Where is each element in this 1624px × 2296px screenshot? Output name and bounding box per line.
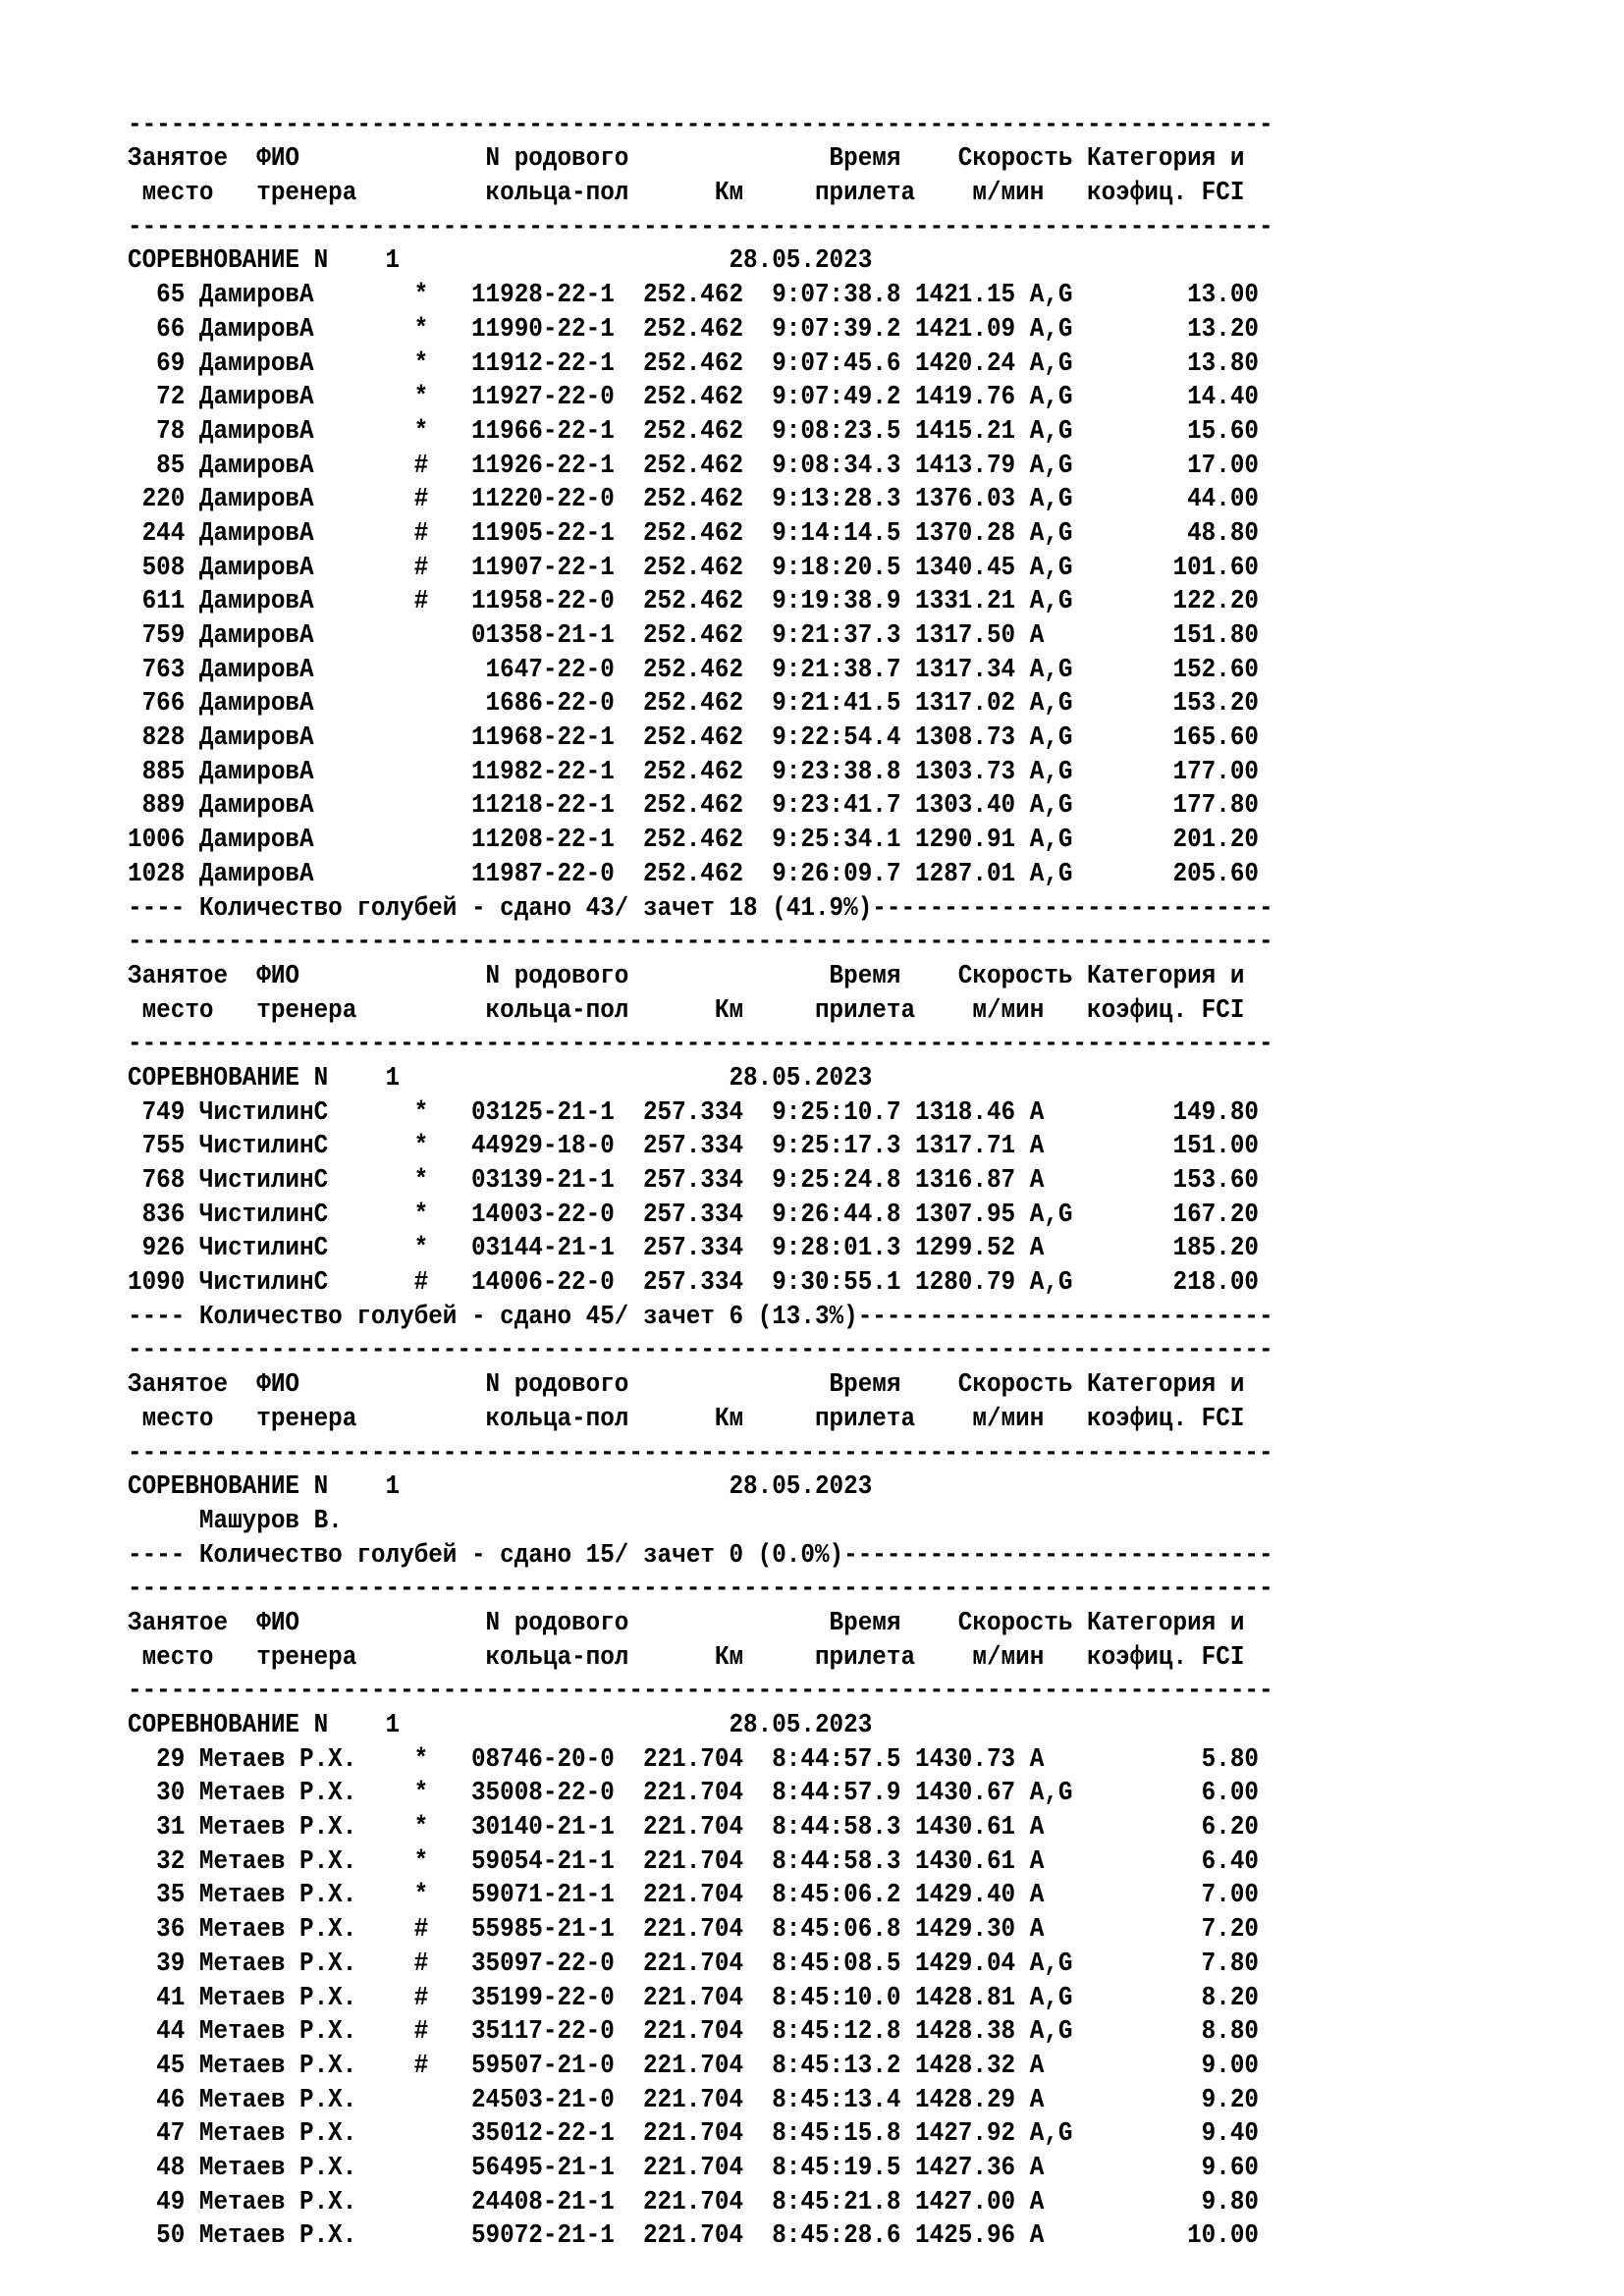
result-row: 244 ДамировА # 11905-22-1 252.462 9:14:14.5 1370.28 A,G 48.80 xyxy=(128,518,1260,549)
competition-line: СОРЕВНОВАНИЕ N 1 28.05.2023 xyxy=(128,1063,873,1094)
result-row: 44 Метаев Р.Х. # 35117-22-0 221.704 8:45:12.8 1428.38 A,G 8.80 xyxy=(128,2017,1260,2048)
column-header-line-2: место тренера кольца-пол Км прилета м/мин коэфиц. FCI xyxy=(128,1404,1245,1434)
trainer-name-line: Машуров В. xyxy=(128,1506,343,1536)
result-row: 72 ДамировА * 11927-22-0 252.462 9:07:49.2 1419.76 A,G 14.40 xyxy=(128,383,1260,413)
result-row: 220 ДамировА # 11220-22-0 252.462 9:13:28.3 1376.03 A,G 44.00 xyxy=(128,485,1260,515)
competition-line: СОРЕВНОВАНИЕ N 1 28.05.2023 xyxy=(128,1711,873,1740)
column-header-line-2: место тренера кольца-пол Км прилета м/мин коэфиц. FCI xyxy=(128,995,1245,1026)
result-row: 48 Метаев Р.Х. 56495-21-1 221.704 8:45:19.5 1427.36 A 9.60 xyxy=(128,2153,1260,2183)
column-header-line-1: Занятое ФИО N родового Время Скорость Категория и xyxy=(128,961,1245,991)
result-row: 65 ДамировА * 11928-22-1 252.462 9:07:38.8 1421.15 A,G 13.00 xyxy=(128,281,1260,311)
separator-line: -------------------------------------------------------------------------------- xyxy=(128,1438,1273,1468)
column-header-line-1: Занятое ФИО N родового Время Скорость Категория и xyxy=(128,1608,1245,1638)
result-row: 766 ДамировА 1686-22-0 252.462 9:21:41.5 1317.02 A,G 153.20 xyxy=(128,689,1260,720)
separator-line: -------------------------------------------------------------------------------- xyxy=(128,1677,1273,1707)
results-report xyxy=(128,75,1273,2254)
result-row: 47 Метаев Р.Х. 35012-22-1 221.704 8:45:15.8 1427.92 A,G 9.40 xyxy=(128,2119,1260,2150)
result-row: 1006 ДамировА 11208-22-1 252.462 9:25:34.1 1290.91 A,G 201.20 xyxy=(128,826,1260,856)
result-row: 50 Метаев Р.Х. 59072-21-1 221.704 8:45:28.6 1425.96 A 10.00 xyxy=(128,2221,1260,2252)
column-header-line-1: Занятое ФИО N родового Время Скорость Категория и xyxy=(128,1370,1245,1401)
result-row: 31 Метаев Р.Х. * 30140-21-1 221.704 8:44:58.3 1430.61 A 6.20 xyxy=(128,1813,1260,1843)
top-margin xyxy=(128,75,1273,109)
result-row: 768 ЧистилинС * 03139-21-1 257.334 9:25:24.8 1316.87 A 153.60 xyxy=(128,1166,1260,1196)
result-row: 885 ДамировА 11982-22-1 252.462 9:23:38.8 1303.73 A,G 177.00 xyxy=(128,757,1260,787)
result-row: 66 ДамировА * 11990-22-1 252.462 9:07:39.2 1421.09 A,G 13.20 xyxy=(128,314,1260,345)
competition-line: СОРЕВНОВАНИЕ N 1 28.05.2023 xyxy=(128,1472,873,1503)
result-row: 69 ДамировА * 11912-22-1 252.462 9:07:45.6 1420.24 A,G 13.80 xyxy=(128,348,1260,379)
result-row: 36 Метаев Р.Х. # 55985-21-1 221.704 8:45:06.8 1429.30 A 7.20 xyxy=(128,1915,1260,1946)
result-row: 35 Метаев Р.Х. * 59071-21-1 221.704 8:45:06.2 1429.40 A 7.00 xyxy=(128,1881,1260,1911)
result-row: 41 Метаев Р.Х. # 35199-22-0 221.704 8:45:10.0 1428.81 A,G 8.20 xyxy=(128,1983,1260,2013)
result-row: 755 ЧистилинС * 44929-18-0 257.334 9:25:17.3 1317.71 A 151.00 xyxy=(128,1132,1260,1162)
result-row: 49 Метаев Р.Х. 24408-21-1 221.704 8:45:21.8 1427.00 A 9.80 xyxy=(128,2187,1260,2217)
result-row: 1090 ЧистилинС # 14006-22-0 257.334 9:30:55.1 1280.79 A,G 218.00 xyxy=(128,1268,1260,1299)
result-row: 32 Метаев Р.Х. * 59054-21-1 221.704 8:44:58.3 1430.61 A 6.40 xyxy=(128,1846,1260,1877)
column-header-line-2: место тренера кольца-пол Км прилета м/мин коэфиц. FCI xyxy=(128,1642,1245,1673)
result-row: 828 ДамировА 11968-22-1 252.462 9:22:54.4 1308.73 A,G 165.60 xyxy=(128,723,1260,754)
separator-line: -------------------------------------------------------------------------------- xyxy=(128,212,1273,242)
result-row: 763 ДамировА 1647-22-0 252.462 9:21:38.7 1317.34 A,G 152.60 xyxy=(128,655,1260,685)
result-row: 611 ДамировА # 11958-22-0 252.462 9:19:38.9 1331.21 A,G 122.20 xyxy=(128,587,1260,617)
summary-line: ---- Количество голубей - сдано 43/ зачет 18 (41.9%)---------------------------- xyxy=(128,893,1273,924)
column-header-line-2: место тренера кольца-пол Км прилета м/мин коэфиц. FCI xyxy=(128,179,1245,209)
separator-line: -------------------------------------------------------------------------------- xyxy=(128,1030,1273,1060)
result-row: 29 Метаев Р.Х. * 08746-20-0 221.704 8:44:57.5 1430.73 A 5.80 xyxy=(128,1744,1260,1775)
column-header-line-1: Занятое ФИО N родового Время Скорость Категория и xyxy=(128,144,1245,175)
result-row: 45 Метаев Р.Х. # 59507-21-0 221.704 8:45:13.2 1428.32 A 9.00 xyxy=(128,2051,1260,2081)
result-row: 759 ДамировА 01358-21-1 252.462 9:21:37.3 1317.50 A 151.80 xyxy=(128,621,1260,651)
result-row: 78 ДамировА * 11966-22-1 252.462 9:08:23.5 1415.21 A,G 15.60 xyxy=(128,416,1260,447)
summary-line: ---- Количество голубей - сдано 15/ зачет 0 (0.0%)------------------------------ xyxy=(128,1540,1273,1571)
result-row: 85 ДамировА # 11926-22-1 252.462 9:08:34.3 1413.79 A,G 17.00 xyxy=(128,451,1260,481)
result-row: 39 Метаев Р.Х. # 35097-22-0 221.704 8:45:08.5 1429.04 A,G 7.80 xyxy=(128,1949,1260,1979)
result-row: 508 ДамировА # 11907-22-1 252.462 9:18:20.5 1340.45 A,G 101.60 xyxy=(128,553,1260,583)
summary-line: ---- Количество голубей - сдано 45/ зачет 6 (13.3%)----------------------------- xyxy=(128,1302,1273,1332)
separator-line: -------------------------------------------------------------------------------- xyxy=(128,1336,1273,1366)
competition-line: СОРЕВНОВАНИЕ N 1 28.05.2023 xyxy=(128,246,873,277)
result-row: 889 ДамировА 11218-22-1 252.462 9:23:41.7 1303.40 A,G 177.80 xyxy=(128,791,1260,822)
result-row: 1028 ДамировА 11987-22-0 252.462 9:26:09.7 1287.01 A,G 205.60 xyxy=(128,859,1260,889)
separator-line: -------------------------------------------------------------------------------- xyxy=(128,110,1273,140)
separator-line: -------------------------------------------------------------------------------- xyxy=(128,1575,1273,1605)
result-row: 30 Метаев Р.Х. * 35008-22-0 221.704 8:44:57.9 1430.67 A,G 6.00 xyxy=(128,1779,1260,1809)
result-row: 46 Метаев Р.Х. 24503-21-0 221.704 8:45:13.4 1428.29 A 9.20 xyxy=(128,2085,1260,2115)
separator-line: -------------------------------------------------------------------------------- xyxy=(128,928,1273,958)
result-row: 926 ЧистилинС * 03144-21-1 257.334 9:28:01.3 1299.52 A 185.20 xyxy=(128,1234,1260,1264)
result-row: 836 ЧистилинС * 14003-22-0 257.334 9:26:44.8 1307.95 A,G 167.20 xyxy=(128,1200,1260,1230)
result-row: 749 ЧистилинС * 03125-21-1 257.334 9:25:10.7 1318.46 A 149.80 xyxy=(128,1097,1260,1128)
